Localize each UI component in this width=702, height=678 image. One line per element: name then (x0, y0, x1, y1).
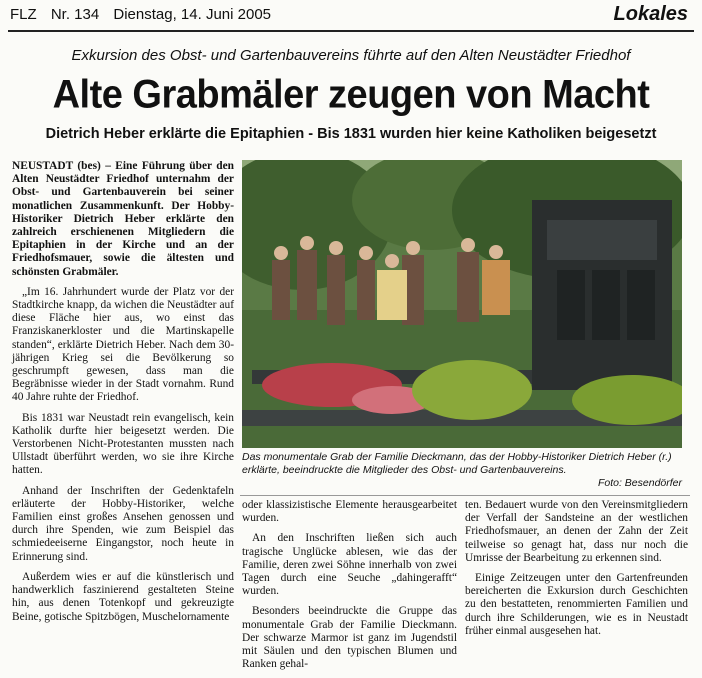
article-kicker: Exkursion des Obst- und Gartenbauvereins führte auf den Alten Neustädter Friedhof (71, 47, 631, 64)
article-subheadline: Dietrich Heber erklärte die Epitaphien - Bis 1831 wurden hier keine Katholiken beigesetzt (45, 126, 657, 142)
section-name: Lokales (613, 3, 688, 25)
issue-number: Nr. 134 (50, 6, 100, 23)
body-paragraph: Einige Zeitzeugen unter den Gartenfreunden bereicherten die Exkursion durch Geschichten zu den bestatteten, renommierten Familien und durch ihre Schilderungen, wie es in Neustadt früher einmal ausgesehen hat. (465, 572, 688, 637)
article-column-1 (12, 160, 234, 631)
cemetery-photo (242, 160, 682, 448)
body-paragraph: Bis 1831 war Neustadt rein evangelisch, kein Katholik durfte hier beigesetzt werden. Die Verstorbenen Nicht-Protestanten mussten nach Ullstadt überführt werden, wo sie ihre Kirche hatten. (12, 411, 234, 477)
body-paragraph: Anhand der Inschriften der Gedenktafeln erläuterte der Hobby-Historiker, welche Familien einst großes Ansehen genossen und durch ihre Spenden, wie zum Beispiel das schmiedeeiserne Eingangstor, noch heute in Erinnerung sind. (12, 484, 234, 563)
body-paragraph: oder klassizistische Elemente herausgearbeitet wurden. (242, 499, 457, 525)
photo-image (242, 160, 682, 448)
article-column-2 (242, 499, 457, 678)
issue-date: Dienstag, 14. Juni 2005 (113, 6, 272, 23)
page-header (0, 0, 702, 30)
header-rule (8, 30, 694, 32)
paper-name: FLZ (10, 6, 37, 23)
photo-caption: Das monumentale Grab der Familie Dieckmann, das der Hobby-Historiker Dietrich Heber (r.) erklärte, beeindruckte die Mitglieder des Obst- und Gartenbauvereins. (242, 451, 672, 476)
lead-paragraph: NEUSTADT (bes) – Eine Führung über den Alten Neustädter Friedhof unternahm der Obst- und Gartenbauverein bei seiner monatlichen Zusammenkunft. Der Hobby-Historiker Dietrich Heber erklärte den zahlreich erschienenen Mitgliedern die Epitaphien in der Kirche und an der Friedhofsmauer, sowie die ältesten und schönsten Grabmäler. (12, 160, 234, 278)
body-paragraph: An den Inschriften ließen sich auch tragische Unglücke ablesen, wie das der Familie, deren zwei Söhne innerhalb von zwei Tagen durch eine Seuche „dahingerafft“ wurden. (242, 532, 457, 598)
article-column-3 (465, 499, 688, 645)
article-headline: Alte Grabmäler zeugen von Macht (52, 72, 650, 118)
masthead (10, 6, 281, 23)
body-paragraph: Außerdem wies er auf die künstlerisch und handwerklich faszinierend gestalteten Steine hin, aus denen Totenkopf und gekreuzigte Beine, gotische Spitzbögen, Muschelornamente (12, 570, 234, 623)
caption-divider (240, 495, 690, 496)
photo-credit: Foto: Besendörfer (597, 477, 682, 489)
body-paragraph: ten. Bedauert wurde von den Vereinsmitgliedern der Verfall der Sandsteine an der westlichen Friedhofsmauer, an denen der Zahn der Zeit teilweise so genagt hat, dass nur noch die Umrisse der Bearbeitung zu erkennen sind. (465, 499, 688, 564)
body-paragraph: „Im 16. Jahrhundert wurde der Platz vor der Stadtkirche knapp, da wichen die Neustädter auf diese Fläche hier aus, wo einst das Franziskanerkloster und die Martinskapelle standen“, erklärte Dietrich Heber. Nach dem 30-jährigen Krieg sei die Bevölkerung so geschrumpft gewesen, dass man die Begräbnisse wieder in der Stadt vornahm. Rund 40 Jahre ruhte der Friedhof. (12, 285, 234, 404)
body-paragraph: Besonders beeindruckte die Gruppe das monumentale Grab der Familie Dieckmann. Der schwarze Marmor ist ganz im Jugendstil mit Säulen und den typischen Blumen und Ranken gehal- (242, 605, 457, 671)
